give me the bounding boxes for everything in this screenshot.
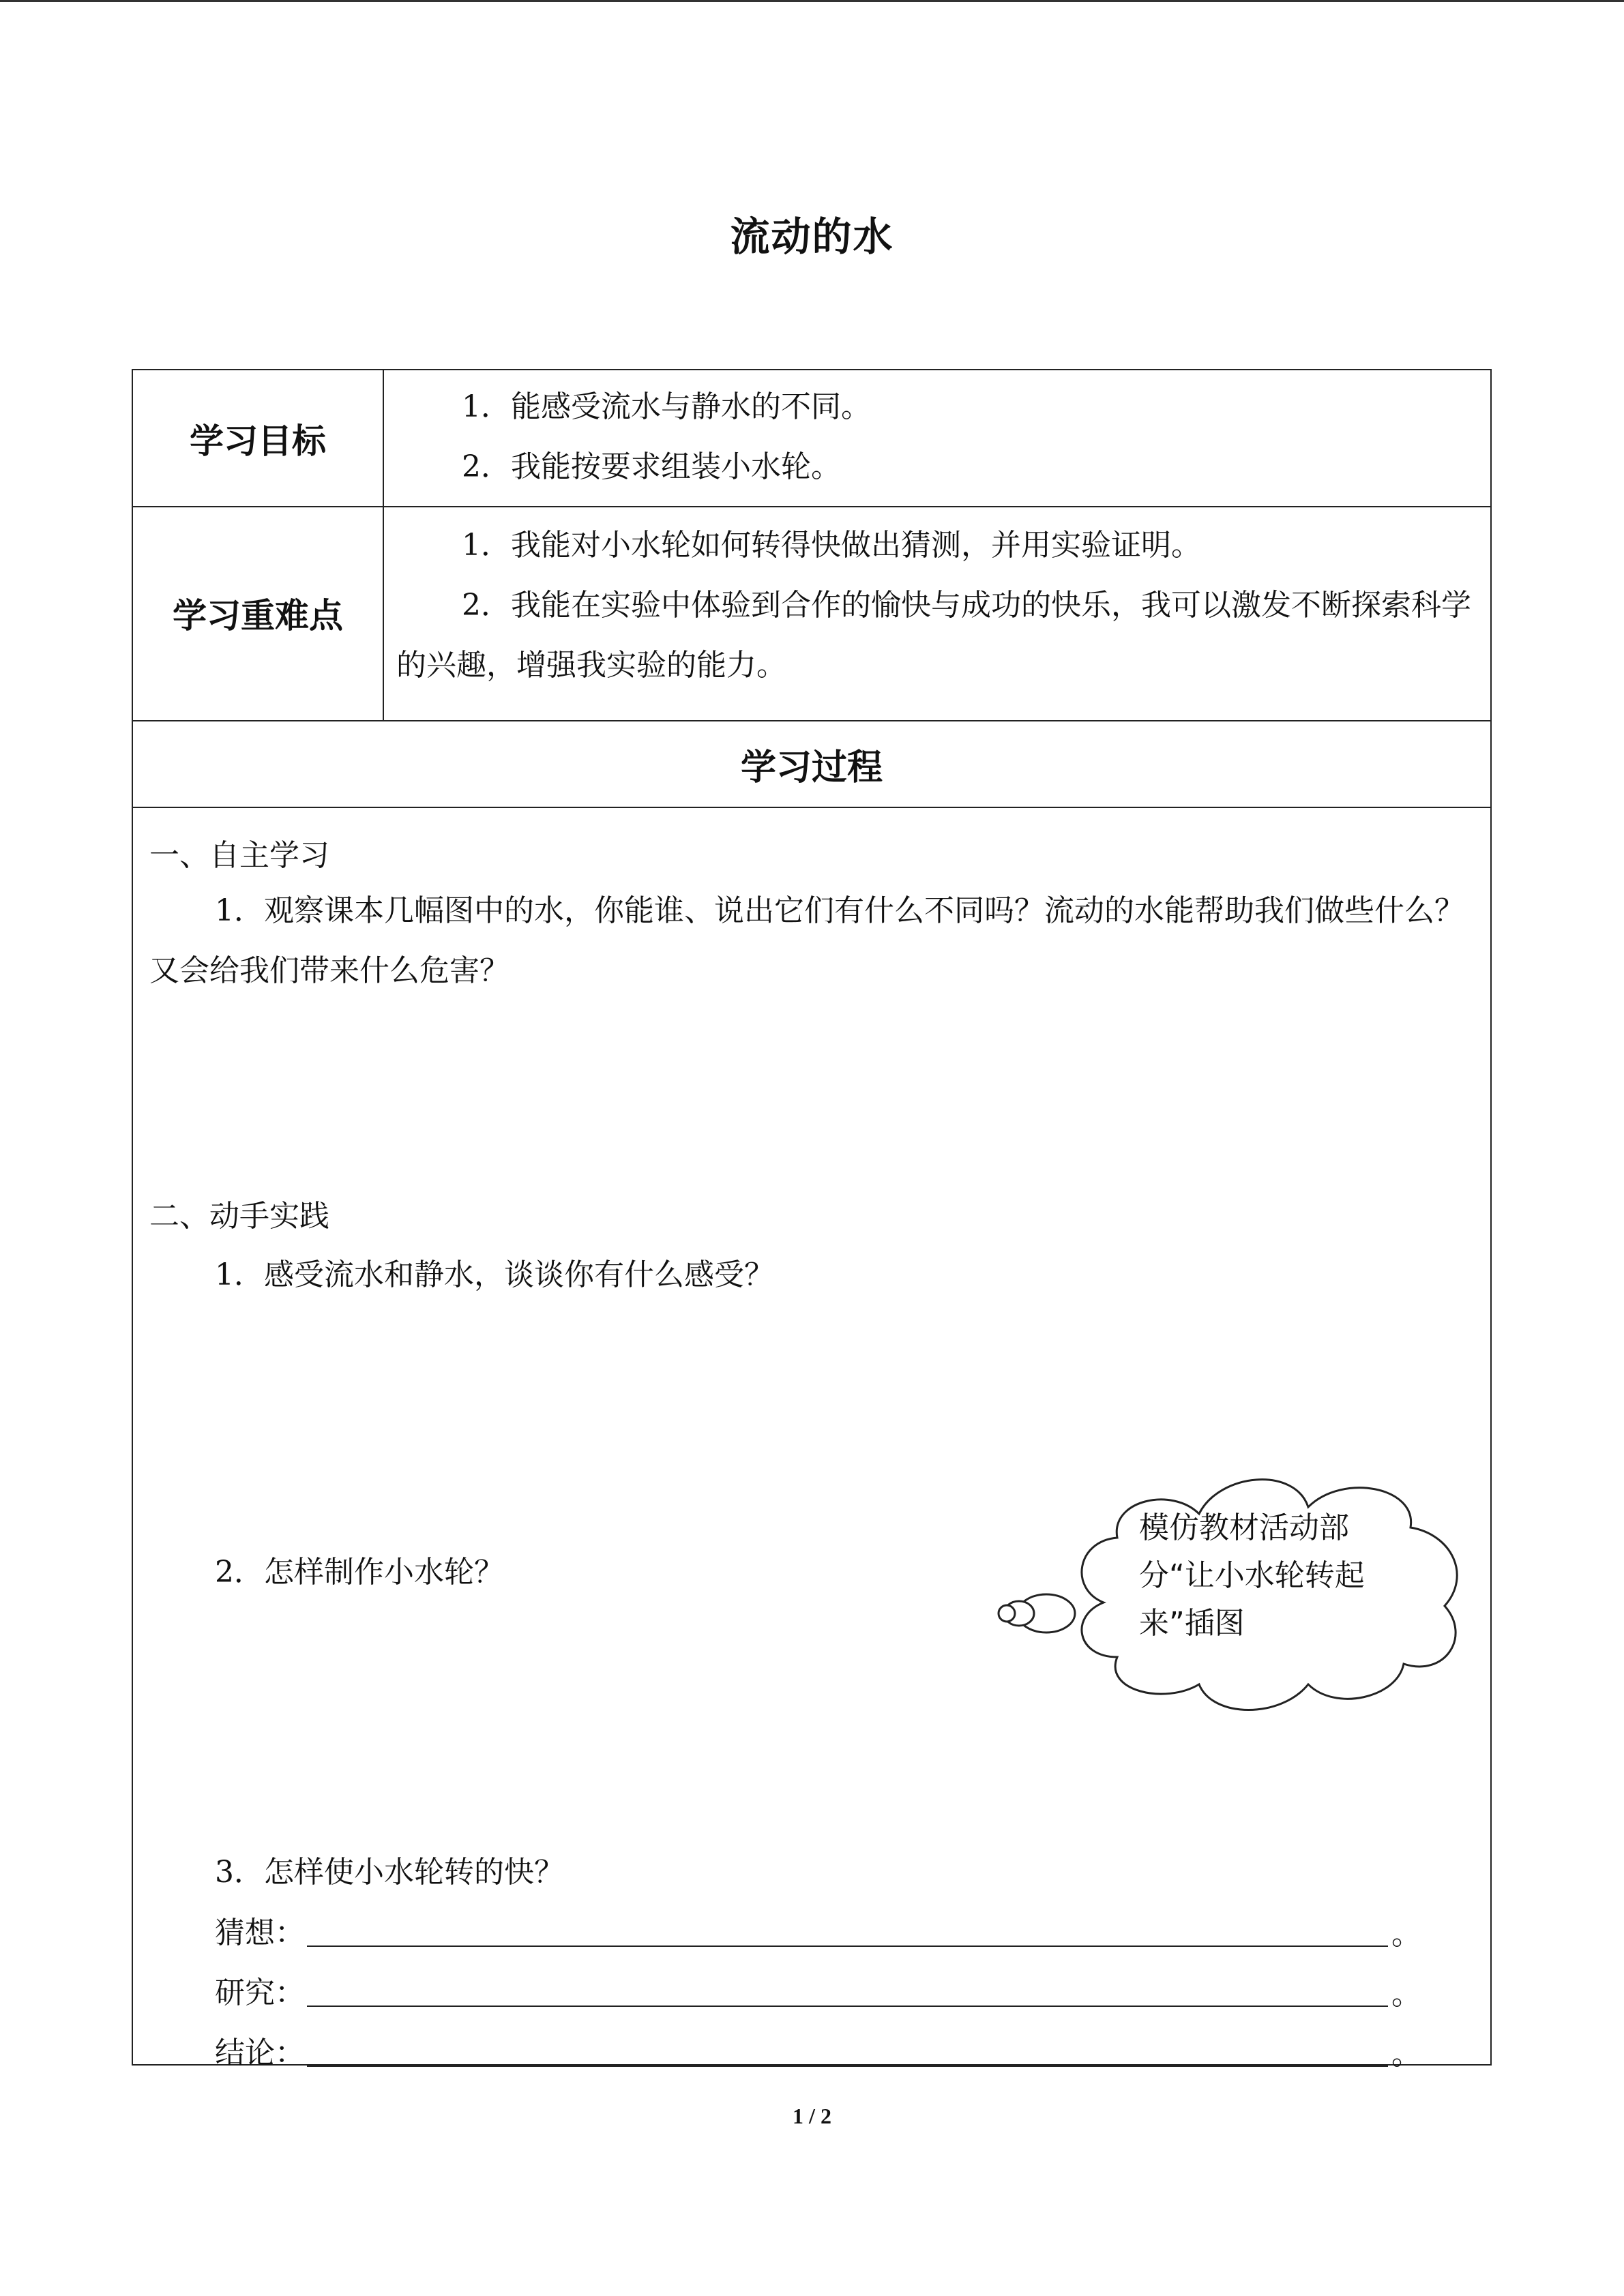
practice-question-2: 2．怎样制作小水轮？ [215, 1555, 504, 1590]
research-label: 研究： [215, 1976, 305, 2010]
callout-text: 模仿教材活动部分“让小水轮转起来”插图 [1139, 1510, 1365, 1641]
objective-item: 1．能感受流水与静水的不同。 [462, 389, 871, 424]
guess-field [215, 1913, 1443, 1954]
worksheet-table [132, 369, 1492, 2072]
objectives-label: 学习目标 [190, 421, 326, 461]
key-points-label: 学习重难点 [173, 596, 343, 636]
conclusion-period: 。 [1391, 2037, 1421, 2072]
row-divider [133, 807, 1490, 808]
objectives-content [396, 377, 1481, 497]
objective-item: 2．我能按要求组装小水轮。 [462, 449, 841, 484]
section-self-study-title: 一、自主学习 [149, 838, 329, 873]
page-top-border [0, 0, 1624, 2]
process-header: 学习过程 [740, 747, 883, 788]
conclusion-answer-line[interactable] [307, 2066, 1388, 2067]
key-points-content [396, 516, 1481, 696]
page-title: 流动的水 [730, 213, 894, 260]
section-practice-title: 二、动手实践 [149, 1199, 329, 1234]
key-point-item: 2．我能在实验中体验到合作的愉快与成功的快乐，我可以激发不断探索科学的兴趣，增强我实验的能力。 [396, 588, 1471, 683]
self-study-question: 1．观察课本几幅图中的水，你能谁、说出它们有什么不同吗？流动的水能帮助我们做些什么？又会给我们带来什么危害？ [149, 893, 1464, 988]
row-divider [133, 720, 1490, 721]
practice-question-1: 1．感受流水和静水，谈谈你有什么感受？ [215, 1257, 774, 1292]
research-field [215, 1973, 1443, 2014]
research-answer-line[interactable] [307, 2006, 1388, 2007]
key-point-item: 1．我能对小水轮如何转得快做出猜测，并用实验证明。 [462, 528, 1201, 563]
guess-label: 猜想： [215, 1915, 305, 1950]
research-period: 。 [1391, 1977, 1421, 2012]
column-divider [383, 370, 384, 720]
conclusion-label: 结论： [215, 2036, 305, 2070]
guess-answer-line[interactable] [307, 1945, 1388, 1947]
conclusion-field [215, 2033, 1443, 2074]
guess-period: 。 [1391, 1917, 1421, 1952]
practice-question-3: 3．怎样使小水轮转的快？ [215, 1855, 564, 1890]
page-number: 1 / 2 [793, 2104, 831, 2128]
